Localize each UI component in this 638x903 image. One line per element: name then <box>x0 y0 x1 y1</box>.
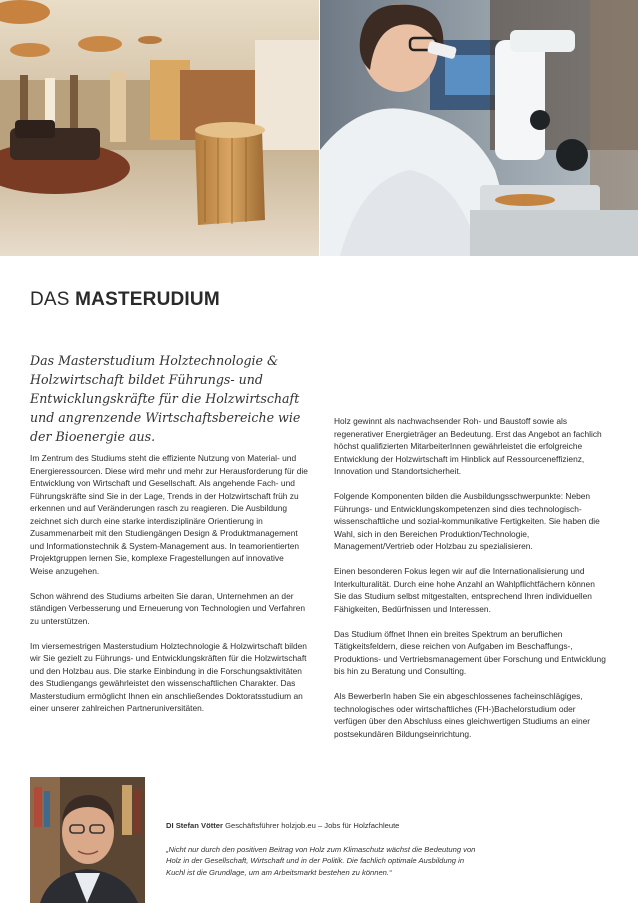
heading-title: MASTERUDIUM <box>75 289 220 310</box>
testimonial-attribution <box>166 821 399 830</box>
left-column <box>30 452 308 727</box>
right-paragraph-3: Einen besonderen Fokus legen wir auf die Internationalisierung und Interkulturalität. Durch eine hohe Anzahl an Wahlpflichtfächern können Sie das Studium selbst mitgestalten, entsprechend Ihren individuellen Fähigkeiten, Bedürfnissen und Interessen. <box>334 566 595 614</box>
left-paragraph-3: Im viersemestrigen Masterstudium Holztechnologie & Holzwirtschaft bilden wir Sie gezielt zu Führungs- und Entwicklungskräften für die Holzwirtschaft und den Holzbau aus. Die starke Einbindung in die Forschungsaktivitäten des Studiengangs gewährleistet den wissenschaftlichen Charakter. Das Masterstudium ermöglicht Ihnen ein anschließendes Doktoratsstudium an einer unserer zahlreichen Partneruniversitäten. <box>30 640 307 713</box>
testimonial-quote: „Nicht nur durch den positiven Beitrag von Holz zum Klimaschutz wächst die Bedeutung von Holz in der Gesellschaft, Wirtschaft und in der Politik. Die fachlich optimale Ausbildung in Kuchl ist die Grundlage, um am Arbeitsmarkt bestehen zu können.“ <box>166 845 476 877</box>
lobby-photo <box>0 0 319 256</box>
right-paragraph-4: Das Studium öffnet Ihnen ein breites Spektrum an beruflichen Tätigkeitsfeldern, diese reichen von Aufgaben im Beschaffungs-, Produktions- und Vertriebsmanagement über Forschung und Entwicklung bis hin zu Beratung und Consulting. <box>334 628 606 676</box>
lead-paragraph: Das Masterstudium Holztechnologie & Holzwirtschaft bildet Führungs- und Entwicklungskräfte für die Holzwirtschaft und angrenzende Wirtschaftsbereiche wie der Bioenergie aus. <box>30 353 301 444</box>
testimonial-portrait <box>30 777 145 903</box>
heading-prefix: DAS <box>30 289 76 310</box>
section-heading <box>30 289 220 311</box>
right-paragraph-1: Holz gewinnt als nachwachsender Roh- und Baustoff sowie als regenerativer Energieträger an Bedeutung. Erst das Angebot an fachlich höchst qualifizierten MitarbeiterInnen gewährleistet die erfolgreiche Entwicklung der Holzwirtschaft im Hinblick auf Ressourceneffizienz, Innovation und Standortsicherheit. <box>334 416 602 476</box>
left-paragraph-2: Schon während des Studiums arbeiten Sie daran, Unternehmen an der ständigen Verbesserung und Erneuerung von Technologien und Verfahren zu unterstützen. <box>30 590 306 626</box>
right-column <box>334 415 608 753</box>
left-paragraph-1: Im Zentrum des Studiums steht die effiziente Nutzung von Material- und Energieressourcen. Diese wird mehr und mehr zur Herausforderung für die Entwicklung von Wirtschaft und Gesellschaft. Als angehende Fach- und Führungskräfte sind Sie in der Lage, Trends in der Holzwirtschaft früh zu erkennen und auf Veränderungen rasch zu reagieren. Die Ausbildung zeichnet sich durch eine starke interdisziplinäre Orientierung in Zusammenarbeit mit den Studiengängen Design & Produktmanagement und Informationstechnik & System-Management aus. In teamorientierten Projektgruppen lernen Sie, komplexe Fragestellungen auf innovative Weise anzugehen. <box>30 453 308 576</box>
testimonial-role: Geschäftsführer holzjob.eu – Jobs für Holzfachleute <box>222 821 400 830</box>
right-paragraph-5: Als BewerberIn haben Sie ein abgeschlossenes facheinschlägiges, technologisches oder wirtschaftliches (FH-)Bachelorstudium oder verfügen über den Abschluss eines gleichwertigen Studiums an einer postsekundären Bildungseinrichtung. <box>334 691 591 739</box>
laboratory-photo <box>320 0 638 256</box>
right-paragraph-2: Folgende Komponenten bilden die Ausbildungsschwerpunkte: Neben Führungs- und Entwicklungskompetenzen sind dies technologisch-wissenschaftliche und sozial-kommunikative Fertigkeiten. Sie haben die Wahl, sich in den Bereichen Produktion/Technologie, Management/Vertrieb oder Holzbau zu spezialisieren. <box>334 491 600 551</box>
testimonial-name: DI Stefan Vötter <box>166 821 223 830</box>
